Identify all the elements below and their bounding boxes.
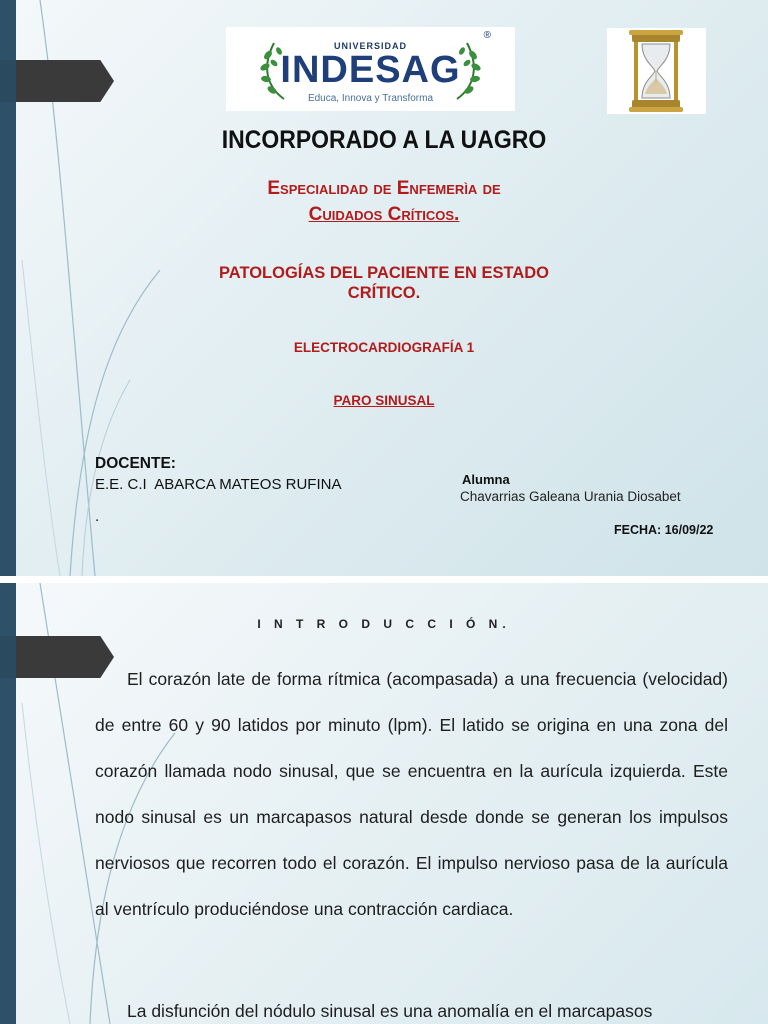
introduction-slide xyxy=(0,583,768,1024)
intro-paragraph-1: El corazón late de forma rítmica (acompasada) a una frecuencia (velocidad) de entre 60 y 90 latidos por minuto (lpm). El latido se origina en una zona del corazón llamada nodo sinusal, que se encuentra en la aurícula izquierda. Este nodo sinusal es un marcapasos natural desde donde se generan los impulsos nerviosos que recorren todo el corazón. El impulso nervioso pasa de la aurícula al ventrículo produciéndose una contracción cardiaca. xyxy=(95,669,728,919)
hourglass-image xyxy=(607,28,706,114)
course-line-2: CRÍTICO. xyxy=(347,284,421,302)
logo-university-label: UNIVERSIDAD xyxy=(333,41,407,51)
module-title: ELECTROCARDIOGRAFÍA 1 xyxy=(293,340,475,355)
student-label: Alumna xyxy=(462,472,510,487)
logo-registered-mark: ® xyxy=(483,30,491,41)
logo-tagline: Educa, Innova y Transforma xyxy=(307,93,434,104)
university-logo xyxy=(226,27,515,111)
teacher-prefix: E.E. C.I xyxy=(95,476,147,493)
teacher-name: ABARCA MATEOS RUFINA xyxy=(154,476,342,493)
specialty-line-2: Cuidados Críticos. xyxy=(308,204,460,225)
teacher-label: DOCENTE: xyxy=(95,455,176,472)
arrow-tab xyxy=(0,60,114,102)
teacher-line xyxy=(95,476,341,493)
introduction-heading: I N T R O D U C C I Ó N. xyxy=(257,617,511,631)
specialty-line-1: Especialidad de Enfemerìa de xyxy=(267,178,501,199)
hourglass-icon xyxy=(607,28,706,114)
date-label: FECHA: 16/09/22 xyxy=(614,523,714,537)
course-line-1: PATOLOGÍAS DEL PACIENTE EN ESTADO xyxy=(218,264,550,282)
slide-separator xyxy=(0,576,768,583)
intro-paragraph-2: La disfunción del nódulo sinusal es una anomalía en el marcapasos xyxy=(127,1001,653,1021)
incorporated-title: INCORPORADO A LA UAGRO xyxy=(221,126,547,154)
logo-name: INDESAG xyxy=(280,49,461,91)
topic-title: PARO SINUSAL xyxy=(333,393,435,408)
student-name: Chavarrias Galeana Urania Diosabet xyxy=(460,489,681,504)
trailing-dot: . xyxy=(95,508,100,525)
